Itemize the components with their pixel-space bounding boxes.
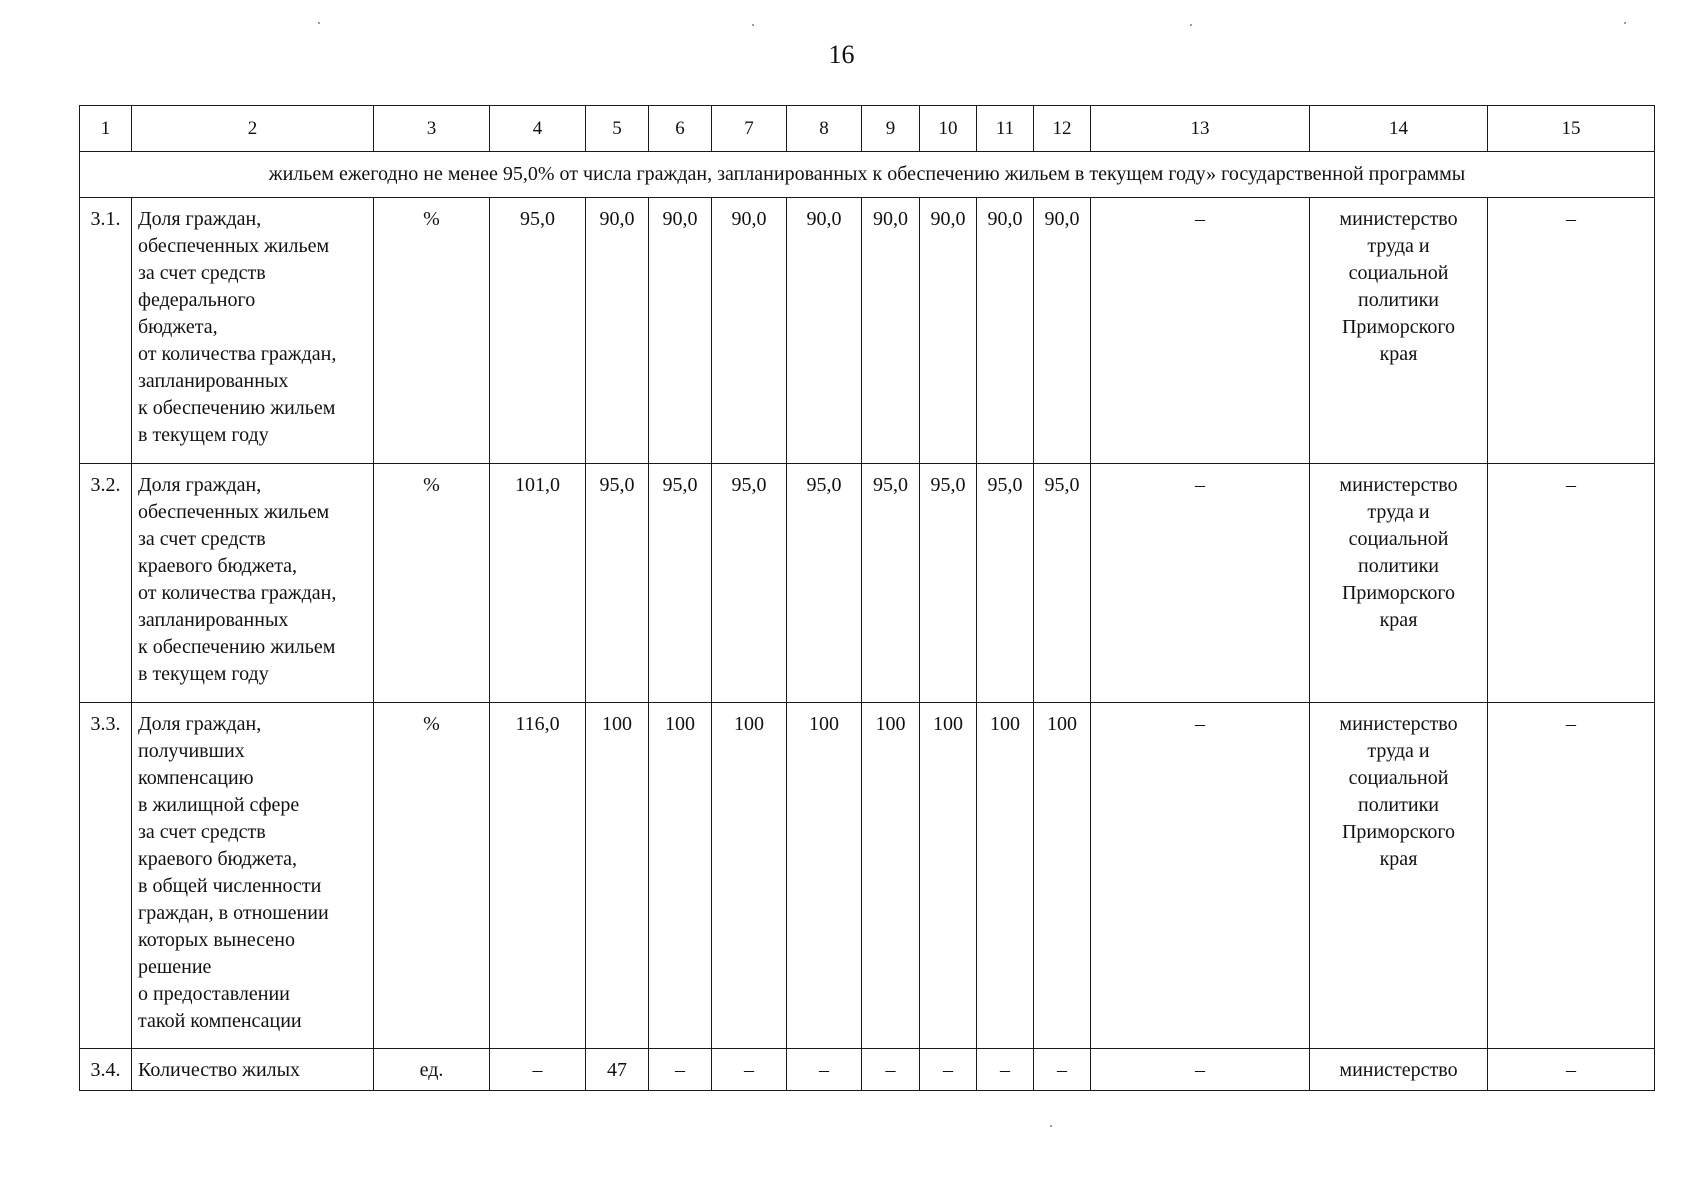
col15-cell: –	[1488, 464, 1655, 703]
unit-cell: %	[374, 198, 490, 464]
column-header: 14	[1310, 106, 1488, 152]
column-header: 6	[649, 106, 712, 152]
table-row	[80, 703, 1655, 1049]
value-cell: 47	[586, 1049, 649, 1091]
value-cell: 95,0	[712, 464, 787, 703]
column-header: 8	[787, 106, 862, 152]
indicators-table	[79, 105, 1655, 1091]
column-header: 5	[586, 106, 649, 152]
section-heading-row	[80, 152, 1655, 198]
value-cell: 100	[862, 703, 920, 1049]
indicator-name: Количество жилых	[132, 1049, 374, 1091]
value-cell: 90,0	[920, 198, 977, 464]
column-header: 4	[490, 106, 586, 152]
column-header: 11	[977, 106, 1034, 152]
col15-cell: –	[1488, 703, 1655, 1049]
indicator-name: Доля граждан, обеспеченных жильем за счет средств краевого бюджета, от количества граждан, запланированных к обеспечению жильем в текущем году	[132, 464, 374, 703]
scan-artifact-dot	[318, 22, 320, 24]
value-cell: 90,0	[586, 198, 649, 464]
value-cell: 95,0	[649, 464, 712, 703]
value-cell: 100	[1034, 703, 1091, 1049]
section-heading: жильем ежегодно не менее 95,0% от числа граждан, запланированных к обеспечению жильем в текущем году» государственной программы	[80, 152, 1655, 198]
value-cell: –	[1034, 1049, 1091, 1091]
value-cell: –	[490, 1049, 586, 1091]
column-header: 15	[1488, 106, 1655, 152]
table-row	[80, 464, 1655, 703]
value-cell: 95,0	[977, 464, 1034, 703]
value-cell: –	[787, 1049, 862, 1091]
value-cell: 100	[586, 703, 649, 1049]
value-cell: 100	[920, 703, 977, 1049]
column-header: 3	[374, 106, 490, 152]
col13-cell: –	[1091, 198, 1310, 464]
column-header: 1	[80, 106, 132, 152]
responsible-cell: министерство труда и социальной политики Приморского края	[1310, 198, 1488, 464]
value-cell: 90,0	[862, 198, 920, 464]
page-number: 16	[828, 40, 855, 69]
value-cell: 90,0	[977, 198, 1034, 464]
value-cell: 90,0	[787, 198, 862, 464]
table-row	[80, 1049, 1655, 1091]
col13-cell: –	[1091, 703, 1310, 1049]
responsible-cell: министерство труда и социальной политики Приморского края	[1310, 464, 1488, 703]
column-header: 13	[1091, 106, 1310, 152]
column-header: 9	[862, 106, 920, 152]
value-cell: 95,0	[787, 464, 862, 703]
unit-cell: %	[374, 703, 490, 1049]
value-cell: –	[977, 1049, 1034, 1091]
column-header: 2	[132, 106, 374, 152]
value-cell: 90,0	[1034, 198, 1091, 464]
value-cell: 100	[977, 703, 1034, 1049]
indicator-name: Доля граждан, обеспеченных жильем за счет средств федерального бюджета, от количества граждан, запланированных к обеспечению жильем в текущем году	[132, 198, 374, 464]
value-cell: 100	[649, 703, 712, 1049]
value-cell: 100	[787, 703, 862, 1049]
unit-cell: ед.	[374, 1049, 490, 1091]
unit-cell: %	[374, 464, 490, 703]
responsible-cell: министерство труда и социальной политики Приморского края	[1310, 703, 1488, 1049]
value-cell: 90,0	[649, 198, 712, 464]
table-row	[80, 198, 1655, 464]
value-cell: –	[649, 1049, 712, 1091]
indicator-name: Доля граждан, получивших компенсацию в жилищной сфере за счет средств краевого бюджета, в общей численности граждан, в отношении которых вынесено решение о предоставлении такой компенсации	[132, 703, 374, 1049]
responsible-cell: министерство	[1310, 1049, 1488, 1091]
value-cell: –	[712, 1049, 787, 1091]
value-cell: –	[862, 1049, 920, 1091]
row-number: 3.4.	[80, 1049, 132, 1091]
col13-cell: –	[1091, 464, 1310, 703]
column-header: 7	[712, 106, 787, 152]
value-cell: 95,0	[586, 464, 649, 703]
row-number: 3.2.	[80, 464, 132, 703]
value-cell: 95,0	[862, 464, 920, 703]
col13-cell: –	[1091, 1049, 1310, 1091]
scan-artifact-dot	[1190, 24, 1192, 26]
scan-artifact-dot	[752, 24, 754, 26]
column-header: 12	[1034, 106, 1091, 152]
value-cell: 90,0	[712, 198, 787, 464]
row-number: 3.3.	[80, 703, 132, 1049]
value-cell: 95,0	[1034, 464, 1091, 703]
value-cell: 95,0	[920, 464, 977, 703]
value-cell: 100	[712, 703, 787, 1049]
scan-artifact-dot	[1050, 1125, 1052, 1127]
column-header: 10	[920, 106, 977, 152]
column-header-row	[80, 106, 1655, 152]
value-cell: 95,0	[490, 198, 586, 464]
col15-cell: –	[1488, 198, 1655, 464]
scan-artifact-dot	[1624, 22, 1626, 24]
col15-cell: –	[1488, 1049, 1655, 1091]
value-cell: 116,0	[490, 703, 586, 1049]
value-cell: –	[920, 1049, 977, 1091]
value-cell: 101,0	[490, 464, 586, 703]
row-number: 3.1.	[80, 198, 132, 464]
